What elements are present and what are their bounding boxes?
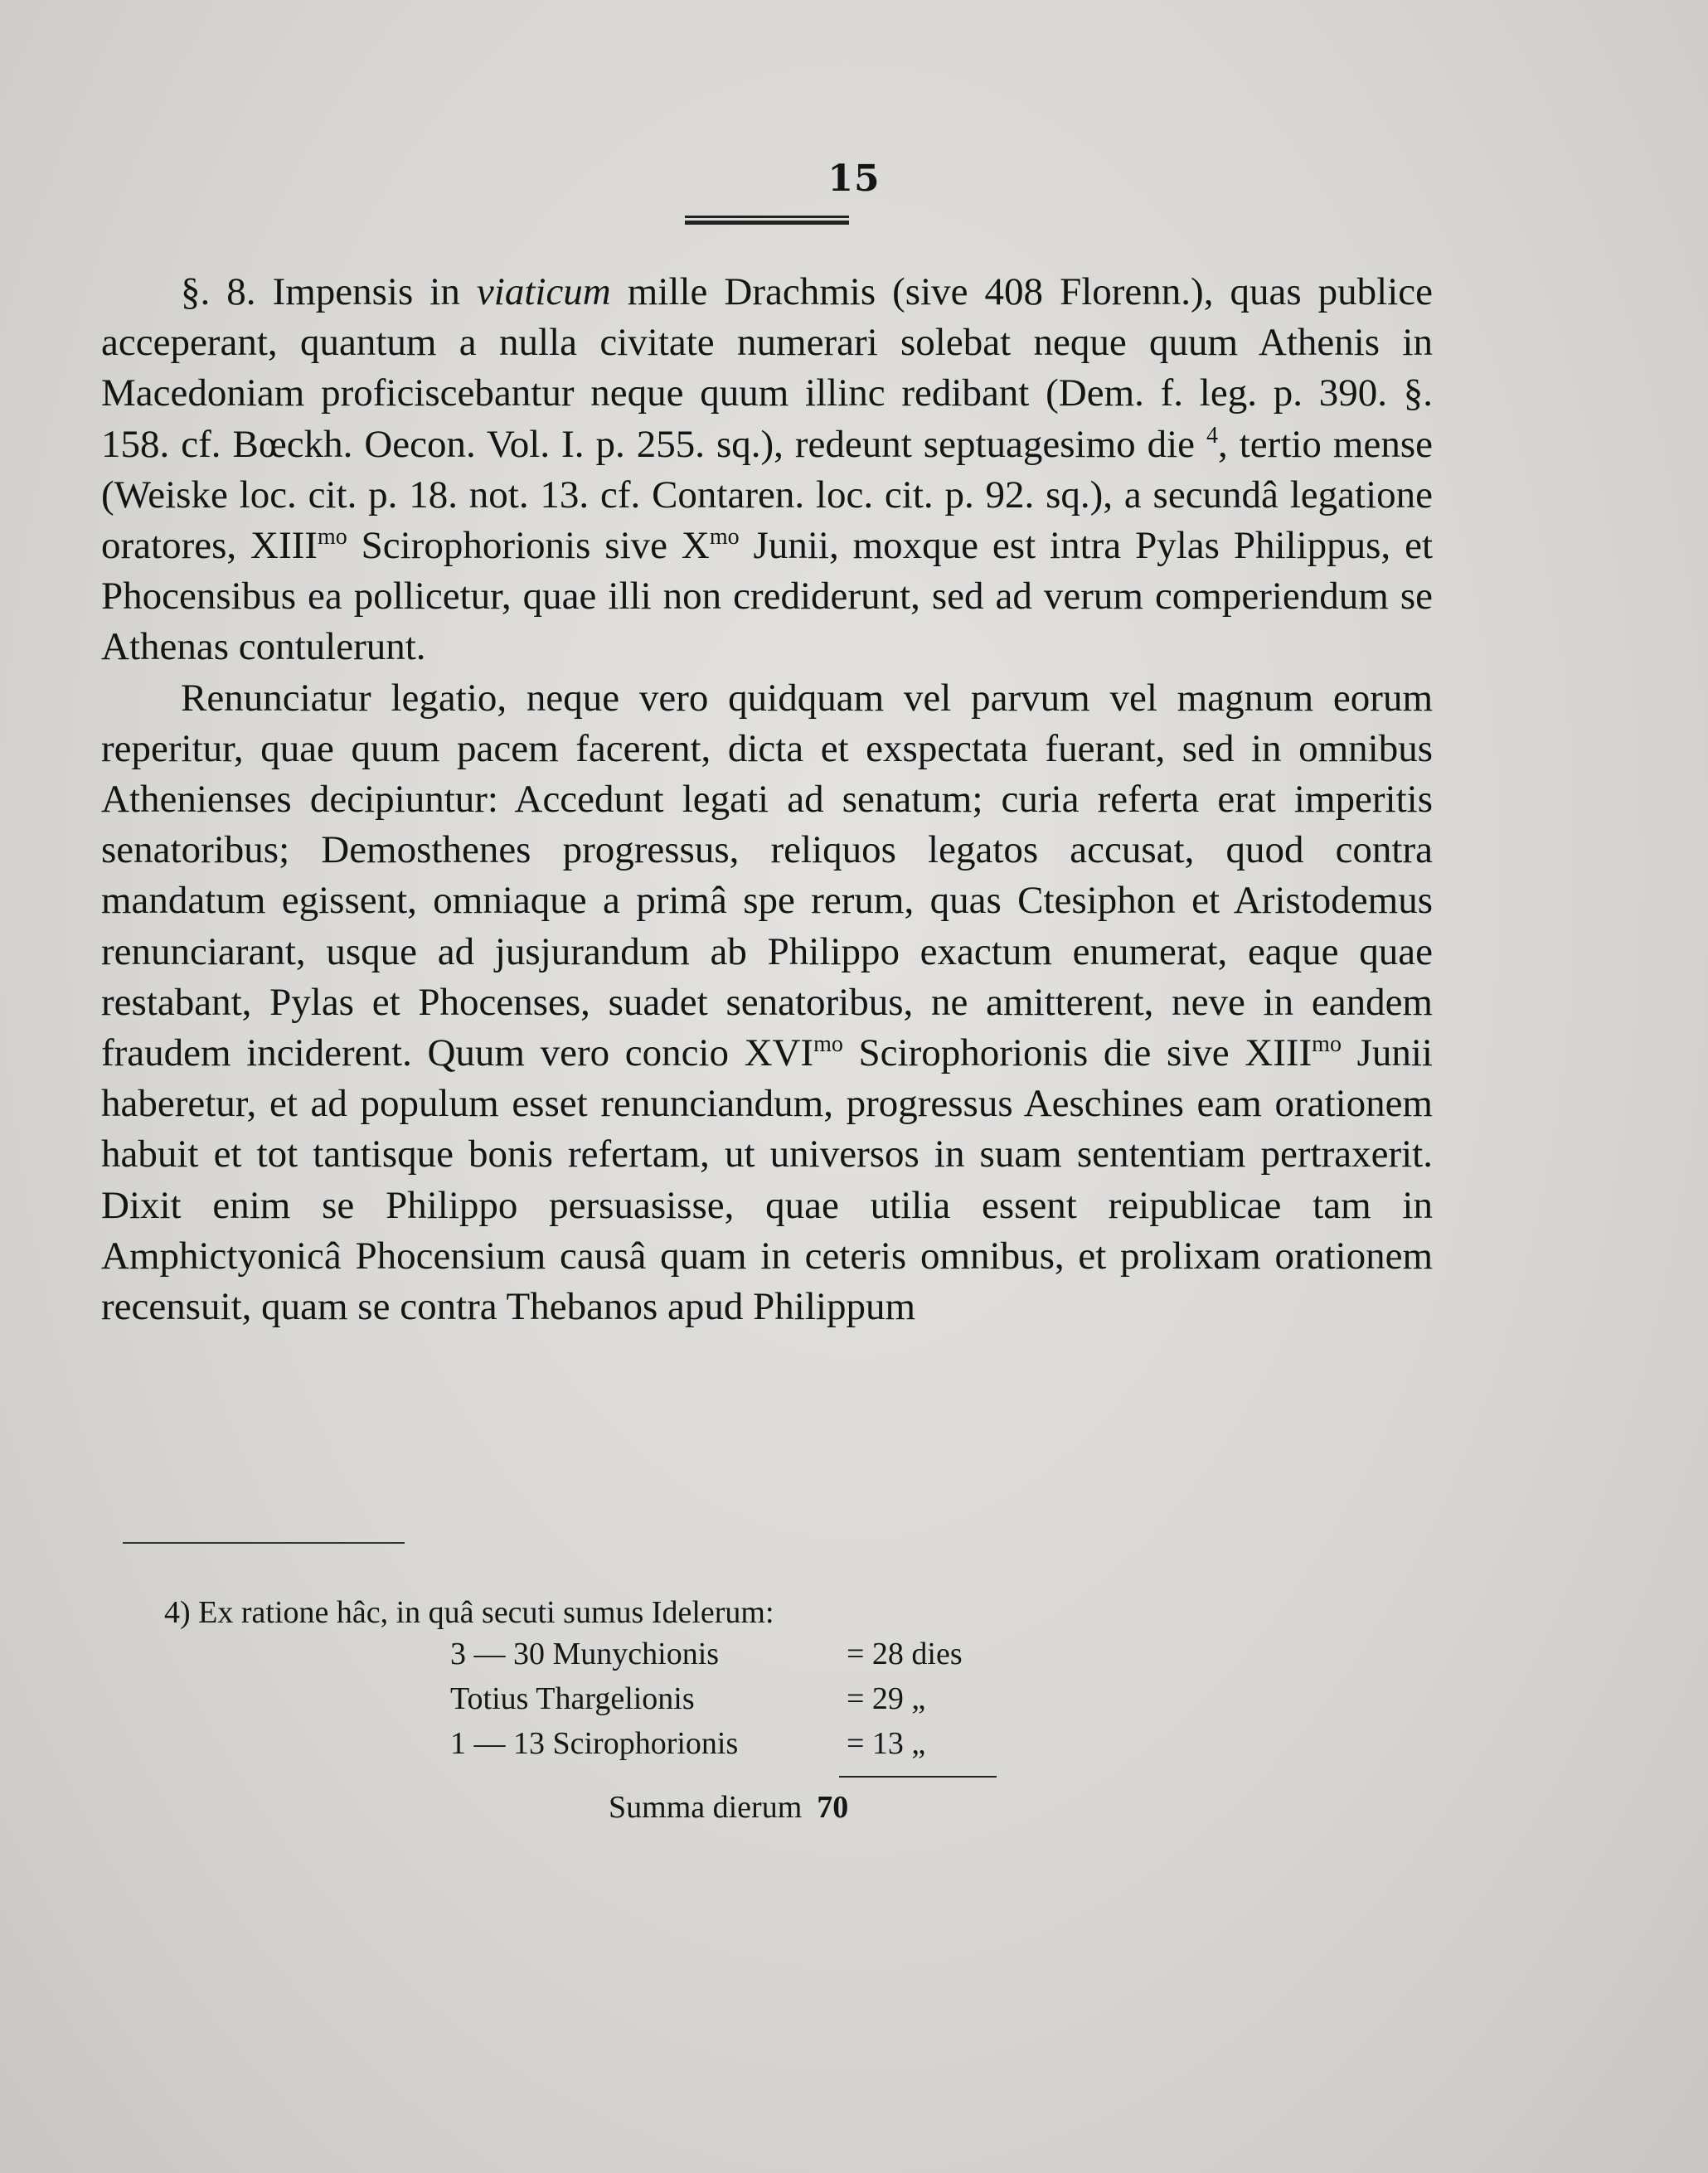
p2-sup-mo-1: mo [813, 1031, 843, 1058]
paragraph-2 [101, 673, 1433, 1333]
p1-text-e: Junii, moxque est intra Pylas Philippus, et Phocensibus ea pollicetur, quae illi non crediderunt, sed ad verum comperiendum se Athenas contulerunt. [101, 524, 1433, 669]
footnote-row-label: Totius Thargelionis [450, 1681, 695, 1716]
footnote-separator [123, 1542, 405, 1544]
sum-value: 70 [817, 1790, 849, 1825]
header-rule [685, 216, 849, 225]
page-number: 15 [827, 158, 881, 200]
footnote-row-label: 1 — 13 Scirophorionis [450, 1726, 739, 1761]
sum-rule [839, 1776, 997, 1778]
footnote-row-value: = 29 „ [847, 1681, 926, 1716]
p1-text-a: §. 8. Impensis in [181, 270, 477, 313]
footnote-row-value: = 28 dies [847, 1637, 963, 1671]
sum-line [609, 1789, 848, 1826]
body-text [101, 267, 1433, 1332]
p1-italic-word: viaticum [476, 270, 611, 313]
paragraph-1 [101, 267, 1433, 673]
sum-label: Summa dierum [609, 1790, 803, 1825]
footnote-row-value: = 13 „ [847, 1726, 926, 1761]
p1-text-b: mille Drachmis (sive 408 Florenn.), quas publice acceperant, quantum a nulla civitate numerari solebat neque quum Athenis in Macedoniam proficiscebantur neque quum illinc redibant (Dem. f. leg. p. 390. §. 158. cf. Bœckh. Oecon. Vol. I. p. 255. sq.), redeunt septuagesimo die [101, 270, 1433, 466]
p2-text-c: Junii haberetur, et ad populum esset renunciandum, progressus Aeschines eam orationem habuit et tot tantisque bonis refertam, ut universos in suam sententiam pertraxerit. Dixit enim se Philippo persuasisse, quae utilia essent reipublicae tam in Amphictyonicâ Phocensium causâ quam in ceteris omnibus, et prolixam orationem recensuit, quam se contra Thebanos apud Philippum [101, 1031, 1433, 1329]
footnote-row-label: 3 — 30 Munychionis [450, 1637, 720, 1671]
footnote-ref-4: 4 [1206, 422, 1219, 449]
p1-sup-mo-2: mo [709, 524, 740, 551]
p1-text-d: Scirophorionis sive X [347, 524, 710, 568]
p2-text-a: Renunciatur legatio, neque vero quidquam vel parvum vel magnum eorum reperitur, quae quum pacem facerent, dicta et exspectata fuerant, sed in omnibus Athenienses decipiuntur: Accedunt legati ad senatum; curia referta erat imperitis senatoribus; Demosthenes progressus, reliquos legatos accusat, quod contra mandatum egissent, omniaque a primâ spe rerum, quas Ctesiphon et Aristodemus renunciarant, usque ad jusjurandum ab Philippo exactum enumerat, eaque quae restabant, Pylas et Phocenses, suadet senatoribus, ne amitterent, neve in eandem fraudem inciderent. Quum vero concio XVI [101, 676, 1433, 1075]
p2-text-b: Scirophorionis die sive XIII [842, 1031, 1313, 1075]
p2-sup-mo-2: mo [1312, 1031, 1342, 1058]
p1-sup-mo-1: mo [317, 524, 347, 551]
p1-text-c: , tertio mense (Weiske loc. cit. p. 18. not. 13. cf. Contaren. loc. cit. p. 92. sq.), a secundâ legatione oratores, XIII [101, 422, 1433, 568]
footnote-intro: 4) Ex ratione hâc, in quâ secuti sumus Idelerum: [164, 1595, 774, 1630]
